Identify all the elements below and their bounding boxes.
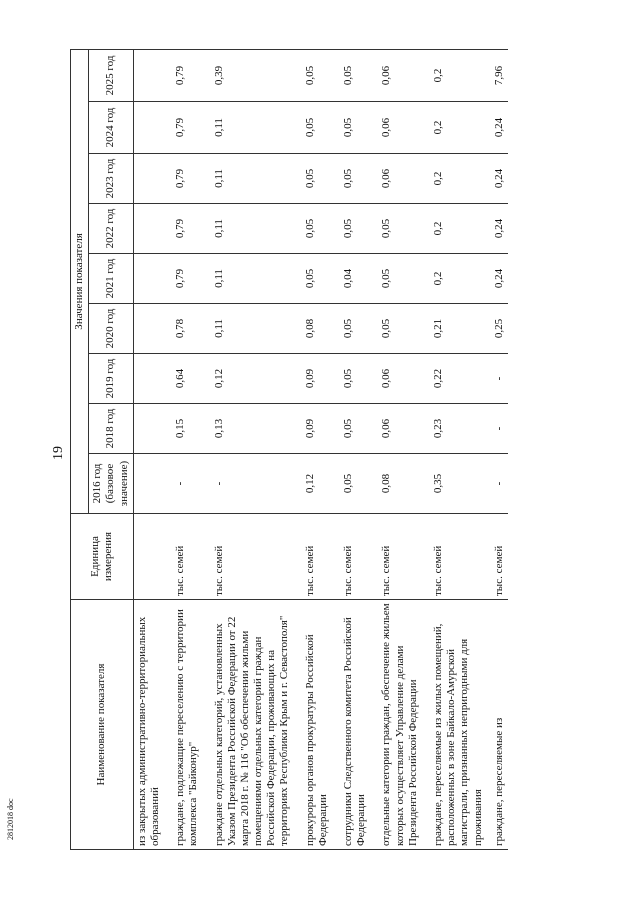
value-cell: 0,79 — [164, 49, 202, 101]
value-cell: 0,08 — [294, 304, 332, 354]
unit-cell: тыс. семей — [487, 514, 508, 600]
value-cell: 0,23 — [422, 404, 487, 454]
indicator-name: граждане, переселяемые из жилых помещений, расположенных в зоне Байкало-Амурской магистрали, признанных непригодными для проживания — [422, 600, 487, 850]
header-year: 2016 год (базовое значение) — [89, 454, 134, 514]
value-cell: 0,06 — [370, 404, 422, 454]
indicator-name: сотрудники Следственного комитета Российской Федерации — [332, 600, 370, 850]
value-cell: 0,04 — [332, 254, 370, 304]
value-cell: 0,79 — [164, 204, 202, 254]
value-cell: 0,05 — [370, 304, 422, 354]
table-row — [332, 49, 370, 849]
header-year: 2022 год — [89, 204, 134, 254]
header-name: Наименование показателя — [71, 600, 134, 850]
document-code: 2812018 doc — [6, 798, 15, 840]
value-cell: 0,06 — [370, 102, 422, 154]
value-cell: 0,2 — [422, 49, 487, 101]
value-cell: 0,05 — [370, 204, 422, 254]
value-cell: 0,05 — [294, 254, 332, 304]
indicator-name: прокуроры органов прокуратуры Российской Федерации — [294, 600, 332, 850]
value-cell: 0,13 — [203, 404, 294, 454]
value-cell: 0,2 — [422, 254, 487, 304]
table-row — [422, 49, 487, 849]
value-cell: 0,05 — [332, 204, 370, 254]
indicator-name: отдельные категории граждан, обеспечение жильем которых осуществляет Управление делами Президента Российской Федерации — [370, 600, 422, 850]
unit-cell: тыс. семей — [332, 514, 370, 600]
header-values-group: Значения показателя — [71, 49, 89, 513]
value-cell: 0,12 — [203, 354, 294, 404]
value-cell: 0,24 — [487, 204, 508, 254]
value-cell: - — [487, 454, 508, 514]
value-cell: - — [203, 454, 294, 514]
value-cell: 0,05 — [332, 154, 370, 204]
unit-cell — [133, 514, 164, 600]
value-cell: 0,35 — [422, 454, 487, 514]
value-cell: 0,11 — [203, 154, 294, 204]
table-row — [133, 49, 164, 849]
value-cell — [133, 304, 164, 354]
value-cell: 0,2 — [422, 102, 487, 154]
unit-cell: тыс. семей — [164, 514, 202, 600]
value-cell: 0,06 — [370, 49, 422, 101]
value-cell: 0,05 — [332, 354, 370, 404]
value-cell: 0,79 — [164, 154, 202, 204]
header-year: 2020 год — [89, 304, 134, 354]
value-cell — [133, 404, 164, 454]
unit-cell: тыс. семей — [422, 514, 487, 600]
value-cell: 0,15 — [164, 404, 202, 454]
page-number: 19 — [51, 446, 66, 460]
value-cell: 0,05 — [332, 404, 370, 454]
value-cell: 0,06 — [370, 354, 422, 404]
table-row — [294, 49, 332, 849]
value-cell: 0,24 — [487, 254, 508, 304]
unit-cell: тыс. семей — [294, 514, 332, 600]
value-cell — [133, 454, 164, 514]
unit-cell: тыс. семей — [370, 514, 422, 600]
indicator-name: граждане отдельных категорий, установленных Указом Президента Российской Федерации от 22 марта 2018 г. № 116 "Об обеспечении жильми помещениями отдельных категорий граждан Российской Федерации, проживающих на территориях Республики Крым и г. Севастополя" — [203, 600, 294, 850]
value-cell: 0,79 — [164, 254, 202, 304]
value-cell: 0,24 — [487, 154, 508, 204]
header-year: 2021 год — [89, 254, 134, 304]
indicator-name: из закрытых административно-территориальных образований — [133, 600, 164, 850]
header-year: 2023 год — [89, 154, 134, 204]
value-cell — [133, 102, 164, 154]
value-cell: 0,09 — [294, 354, 332, 404]
value-cell: - — [487, 354, 508, 404]
value-cell: 0,12 — [294, 454, 332, 514]
indicator-name: граждане, переселяемые из — [487, 600, 508, 850]
table-row — [370, 49, 422, 849]
value-cell: 0,05 — [294, 154, 332, 204]
header-year: 2024 год — [89, 102, 134, 154]
value-cell: 0,2 — [422, 154, 487, 204]
value-cell: 0,2 — [422, 204, 487, 254]
indicator-name: граждане, подлежащие переселению с территории комплекса "Байконур" — [164, 600, 202, 850]
header-year: 2019 год — [89, 354, 134, 404]
header-year: 2025 год — [89, 49, 134, 101]
value-cell: 0,05 — [294, 102, 332, 154]
value-cell: 0,22 — [422, 354, 487, 404]
value-cell: 0,79 — [164, 102, 202, 154]
value-cell: - — [164, 454, 202, 514]
value-cell: 0,05 — [294, 204, 332, 254]
value-cell: 0,25 — [487, 304, 508, 354]
value-cell — [133, 204, 164, 254]
value-cell: 0,11 — [203, 304, 294, 354]
value-cell — [133, 154, 164, 204]
table-row — [203, 49, 294, 849]
value-cell: 0,05 — [332, 102, 370, 154]
value-cell: 0,05 — [332, 304, 370, 354]
value-cell: 0,05 — [370, 254, 422, 304]
value-cell: 0,24 — [487, 102, 508, 154]
value-cell: 0,09 — [294, 404, 332, 454]
value-cell: 0,06 — [370, 154, 422, 204]
value-cell: 0,11 — [203, 204, 294, 254]
value-cell: 0,05 — [332, 454, 370, 514]
value-cell: - — [487, 404, 508, 454]
unit-cell: тыс. семей — [203, 514, 294, 600]
table-row — [487, 49, 508, 849]
value-cell: 0,21 — [422, 304, 487, 354]
value-cell: 0,11 — [203, 102, 294, 154]
value-cell: 0,78 — [164, 304, 202, 354]
value-cell: 0,11 — [203, 254, 294, 304]
indicator-table — [70, 49, 508, 850]
value-cell: 0,39 — [203, 49, 294, 101]
value-cell: 0,05 — [332, 49, 370, 101]
value-cell — [133, 49, 164, 101]
rotated-table-container — [70, 50, 630, 850]
value-cell: 0,05 — [294, 49, 332, 101]
value-cell: 0,64 — [164, 354, 202, 404]
value-cell — [133, 354, 164, 404]
value-cell: 7,96 — [487, 49, 508, 101]
header-unit: Единица измерения — [71, 514, 134, 600]
table-row — [164, 49, 202, 849]
value-cell — [133, 254, 164, 304]
value-cell: 0,08 — [370, 454, 422, 514]
header-year: 2018 год — [89, 404, 134, 454]
